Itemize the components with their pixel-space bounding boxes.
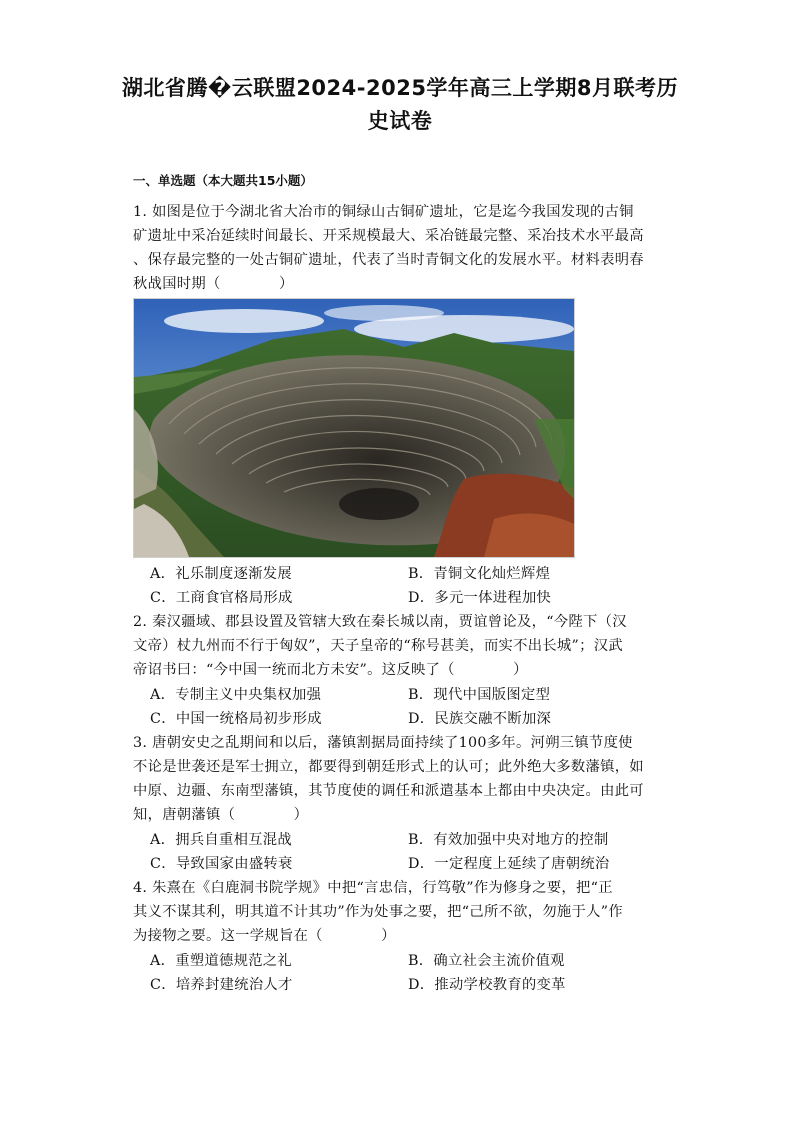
q1-option-d[interactable]: D．多元一体进程加快 [408, 590, 552, 606]
question-line: 4. 朱熹在《白鹿洞书院学规》中把“言忠信，行笃敬”作为修身之要，把“正 [133, 880, 613, 896]
question-line: 、保存最完整的一处古铜矿遗址，代表了当时青铜文化的发展水平。材料表明春 [133, 252, 644, 268]
q2-option-c[interactable]: C．中国一统格局初步形成 [150, 711, 322, 727]
q3-option-c[interactable]: C．导致国家由盛转衰 [150, 856, 293, 872]
question-1-stem [133, 200, 673, 296]
question-line: 不论是世袭还是军士拥立，都要得到朝廷形式上的认可；此外绝大多数藩镇，如 [133, 759, 644, 775]
q2-option-a[interactable]: A．专制主义中央集权加强 [150, 687, 322, 703]
question-3-stem [133, 731, 673, 827]
q4-option-d[interactable]: D．推动学校教育的变革 [408, 977, 566, 993]
q4-option-a[interactable]: A．重塑道德规范之礼 [150, 953, 292, 969]
title-line-1: 湖北省腾�云联盟2024-2025学年高三上学期8月联考历 [121, 76, 679, 100]
question-line: 秋战国时期（ ） [133, 276, 294, 292]
q4-option-b[interactable]: B．确立社会主流价值观 [408, 953, 565, 969]
q3-option-a[interactable]: A．拥兵自重相互混战 [150, 832, 292, 848]
exam-title [120, 72, 680, 138]
question-4-stem [133, 876, 673, 948]
q2-option-b[interactable]: B．现代中国版图定型 [408, 687, 551, 703]
q1-option-c[interactable]: C．工商食官格局形成 [150, 590, 293, 606]
question-line: 1. 如图是位于今湖北省大冶市的铜绿山古铜矿遗址，它是迄今我国发现的古铜 [133, 204, 634, 220]
copper-mine-photo [133, 298, 575, 558]
q4-option-c[interactable]: C．培养封建统治人才 [150, 977, 293, 993]
question-line: 为接物之要。这一学规旨在（ ） [133, 928, 396, 944]
section-heading: 一、单选题（本大题共15小题） [133, 173, 313, 188]
question-line: 知，唐朝藩镇（ ） [133, 807, 309, 823]
open-pit-mine-image [134, 299, 574, 557]
question-line: 2. 秦汉疆域、郡县设置及管辖大致在秦长城以南，贾谊曾论及，“今陛下（汉 [133, 614, 627, 630]
question-line: 其义不谋其利，明其道不计其功”作为处事之要，把“己所不欲，勿施于人”作 [133, 904, 623, 920]
question-line: 文帝）杖九州而不行于匈奴”，天子皇帝的“称号甚美，而实不出长城”；汉武 [133, 638, 623, 654]
question-line: 矿遗址中采冶延续时间最长、开采规模最大、采冶链最完整、采冶技术水平最高 [133, 228, 644, 244]
question-2-stem [133, 610, 673, 682]
title-line-2: 史试卷 [367, 109, 433, 133]
q3-option-b[interactable]: B．有效加强中央对地方的控制 [408, 832, 609, 848]
q1-option-b[interactable]: B．青铜文化灿烂辉煌 [408, 566, 551, 582]
q2-option-d[interactable]: D．民族交融不断加深 [408, 711, 552, 727]
question-line: 帝诏书曰：“今中国一统而北方未安”。这反映了（ ） [133, 662, 528, 678]
q1-option-a[interactable]: A．礼乐制度逐渐发展 [150, 566, 292, 582]
question-line: 3. 唐朝安史之乱期间和以后，藩镇割据局面持续了100多年。河朔三镇节度使 [133, 735, 633, 751]
question-line: 中原、边疆、东南型藩镇，其节度使的调任和派遣基本上都由中央决定。由此可 [133, 783, 644, 799]
q3-option-d[interactable]: D．一定程度上延续了唐朝统治 [408, 856, 610, 872]
